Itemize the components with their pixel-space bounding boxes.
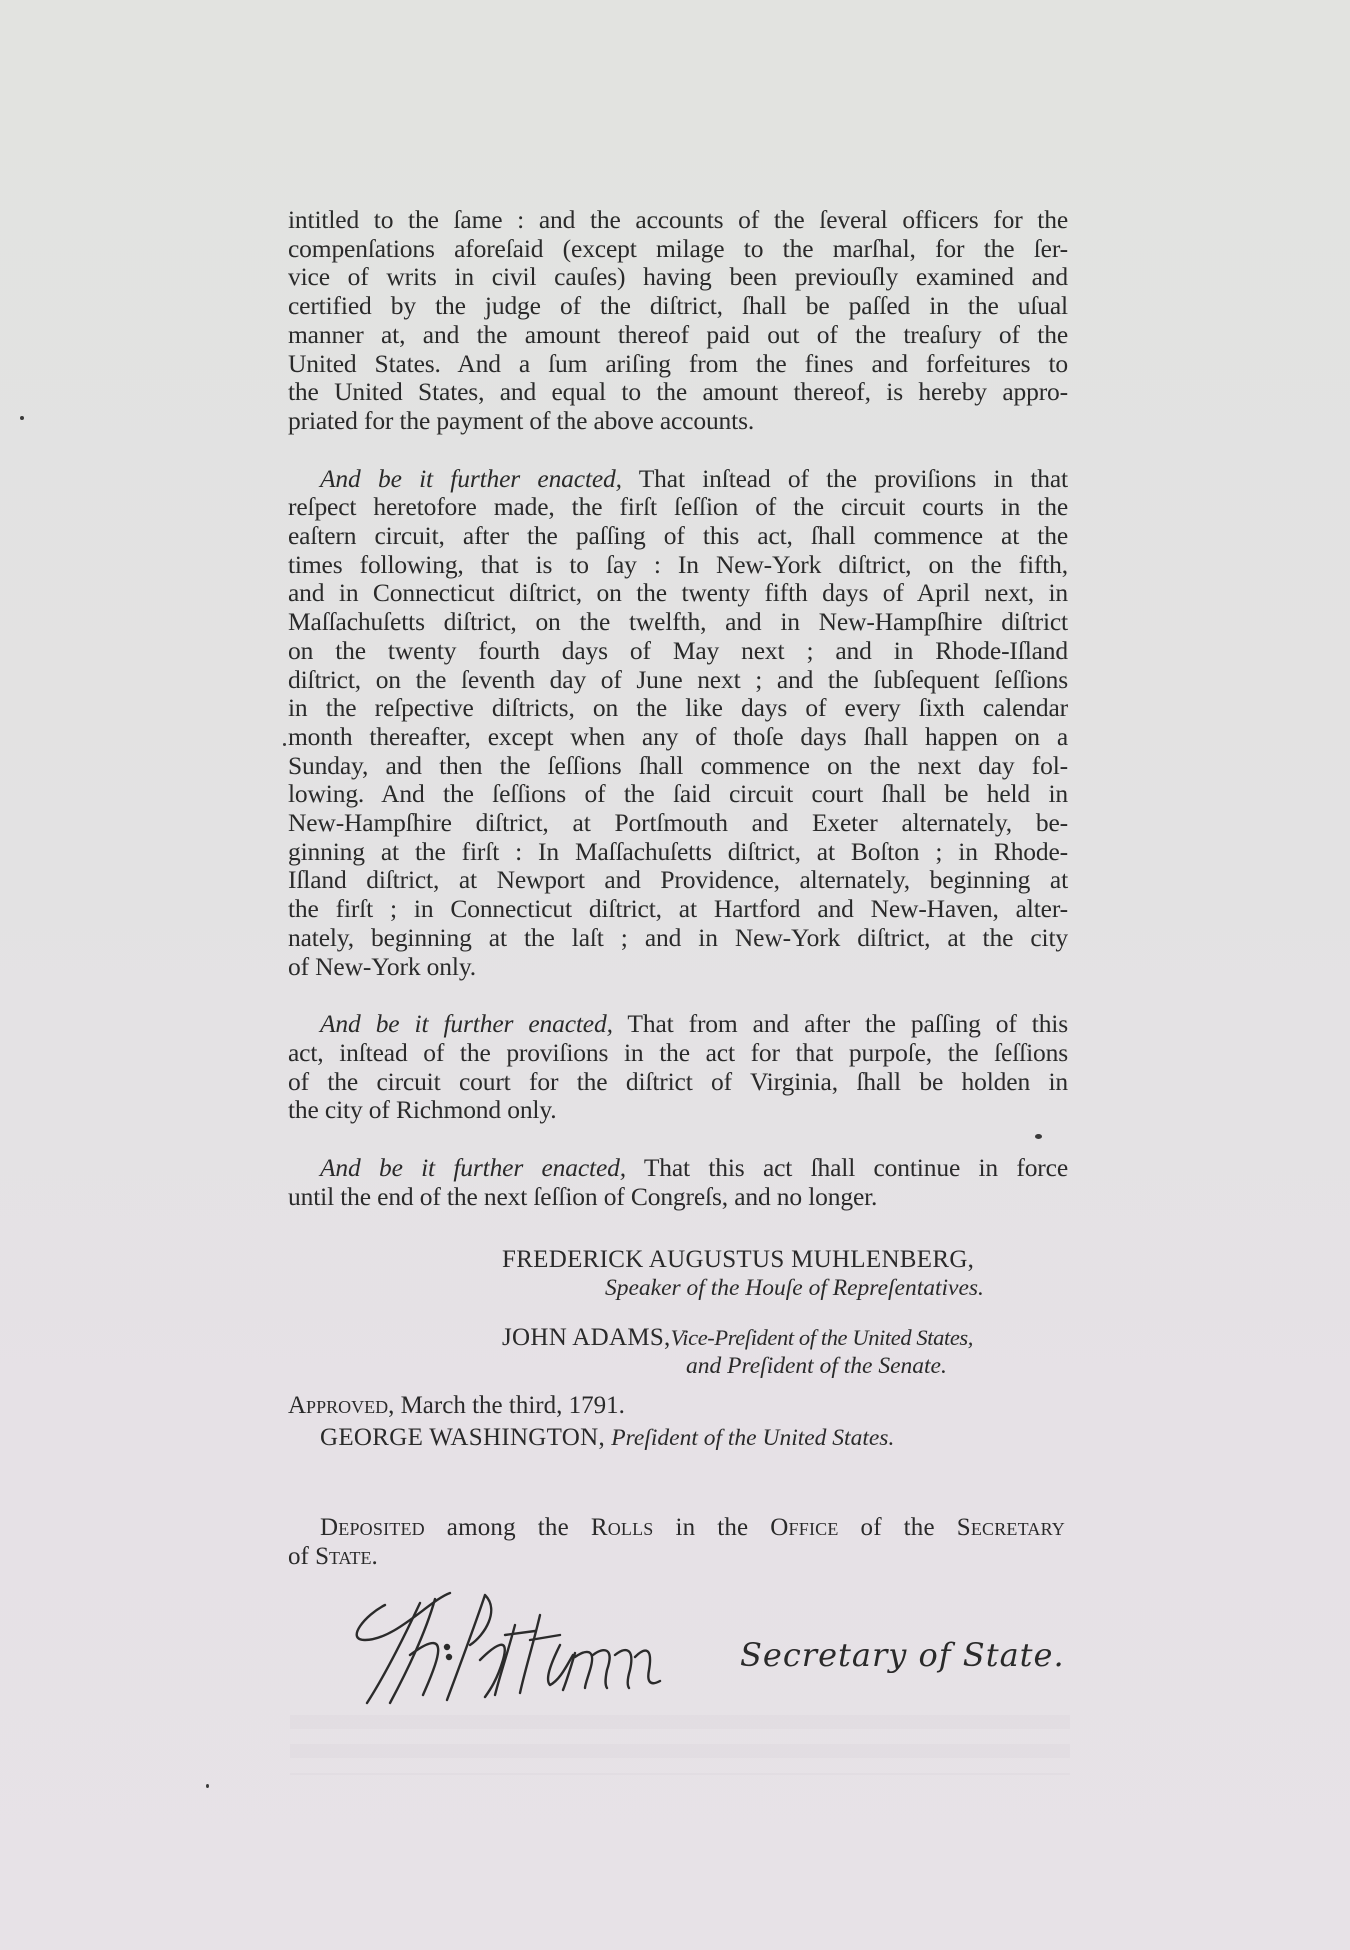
ink-speck bbox=[20, 416, 24, 420]
state-word: State bbox=[315, 1543, 372, 1570]
text-line: vice of writs in civil cauſes) having been previouſly examined and bbox=[288, 262, 1068, 292]
enacting-clause: And be it further enacted, bbox=[320, 463, 622, 493]
vice-president-name: JOHN ADAMS, bbox=[502, 1324, 671, 1351]
text-line: ginning at the firſt : In Maſſachuſetts diſtrict, at Boſton ; in Rhode- bbox=[288, 836, 1068, 866]
text-line: and in Connecticut diſtrict, on the twenty fifth days of April next, in bbox=[288, 578, 1068, 608]
text-line: until the end of the next ſeſſion of Congreſs, and no longer. bbox=[288, 1181, 878, 1211]
paragraph-duration bbox=[288, 1154, 1068, 1211]
text-line: Maſſachuſetts diſtrict, on the twelfth, and in New-Hampſhire diſtrict bbox=[288, 607, 1068, 637]
approval-date: , March the third, 1791. bbox=[388, 1392, 625, 1419]
text-line bbox=[288, 465, 1068, 494]
text-line: intitled to the ſame : and the accounts of the ſeveral officers for the bbox=[288, 205, 1068, 234]
text-line: the firſt ; in Connecticut diſtrict, at Hartford and New-Haven, alter- bbox=[288, 894, 1068, 924]
text-line: on the twenty fourth days of May next ; and in Rhode-Iſland bbox=[288, 635, 1068, 665]
vice-president-signatory bbox=[502, 1323, 973, 1352]
paragraph-eastern-circuit-sessions bbox=[288, 465, 1068, 982]
text-line: of New-York only. bbox=[288, 951, 476, 981]
president-title: Preſident of the United States. bbox=[611, 1425, 895, 1451]
text-line: priated for the payment of the above accounts. bbox=[288, 405, 755, 435]
text-line: United States. And a ſum ariſing from the fines and forfeitures to bbox=[288, 348, 1068, 378]
text-line: act, inſtead of the proviſions in the act for that purpoſe, the ſeſſions bbox=[288, 1037, 1068, 1067]
deposit-note-line2 bbox=[288, 1542, 378, 1571]
text-fragment: among the bbox=[424, 1514, 591, 1541]
text-line bbox=[288, 1010, 1068, 1039]
bleed-through-artifact bbox=[290, 1715, 1070, 1775]
speaker-name: FREDERICK AUGUSTUS MUHLENBERG, bbox=[502, 1246, 975, 1273]
text-fragment: of the bbox=[838, 1514, 957, 1541]
secretary-of-state-label: Secretary of State. bbox=[740, 1636, 1065, 1674]
text-line: Iſland diſtrict, at Newport and Providence, alternately, beginning at bbox=[288, 865, 1068, 895]
deposit-note-line1 bbox=[320, 1513, 1065, 1542]
text-line: in the reſpective diſtricts, on the like days of every ſixth calendar bbox=[288, 693, 1068, 723]
paragraph-compensation-accounts bbox=[288, 206, 1068, 436]
senate-president-title: and Preſident of the Senate. bbox=[686, 1353, 947, 1379]
text-line: times following, that is to ſay : In New-York diſtrict, on the fifth, bbox=[288, 549, 1068, 579]
text-fragment: That inſtead of the proviſions in that bbox=[621, 463, 1068, 493]
text-line: manner at, and the amount thereof paid out of the treaſury of the bbox=[288, 319, 1068, 349]
text-fragment: . bbox=[371, 1543, 378, 1570]
text-fragment: That this act ſhall continue in force bbox=[625, 1153, 1068, 1183]
ink-speck bbox=[206, 1784, 209, 1788]
text-line: compenſations aforeſaid (except milage to the marſhal, for the ſer- bbox=[288, 233, 1068, 263]
text-line: lowing. And the ſeſſions of the ſaid circuit court ſhall be held in bbox=[288, 779, 1068, 809]
president-name: GEORGE WASHINGTON, bbox=[320, 1424, 606, 1451]
office-word: Office bbox=[770, 1514, 839, 1541]
approved-label: Approved bbox=[288, 1392, 389, 1419]
text-line: the United States, and equal to the amount thereof, is hereby appro- bbox=[288, 377, 1068, 407]
enacting-clause: And be it further enacted, bbox=[320, 1153, 626, 1183]
text-line: New-Hampſhire diſtrict, at Portſmouth and Exeter alternately, be- bbox=[288, 808, 1068, 838]
body-text bbox=[288, 206, 1068, 1212]
text-line: diſtrict, on the ſeventh day of June next ; and the ſubſequent ſeſſions bbox=[288, 664, 1068, 694]
text-line: Sunday, and then the ſeſſions ſhall commence on the next day fol- bbox=[288, 750, 1068, 780]
text-line: month thereafter, except when any of thoſe days ſhall happen on a bbox=[288, 721, 1068, 751]
text-fragment: in the bbox=[653, 1514, 771, 1541]
secretary-word: Secretary bbox=[956, 1514, 1065, 1541]
rolls-word: Rolls bbox=[590, 1514, 654, 1541]
ink-speck bbox=[283, 743, 286, 746]
text-line: of the circuit court for the diſtrict of Virginia, ſhall be holden in bbox=[288, 1066, 1068, 1096]
text-line: the city of Richmond only. bbox=[288, 1095, 557, 1125]
speaker-signatory bbox=[502, 1245, 974, 1274]
text-line bbox=[288, 1154, 1068, 1183]
text-line: eaſtern circuit, after the paſſing of this act, ſhall commence at the bbox=[288, 521, 1068, 551]
vice-president-title: Vice-Preſident of the United States, bbox=[670, 1325, 973, 1350]
paragraph-virginia-circuit bbox=[288, 1010, 1068, 1125]
approval-line bbox=[288, 1391, 625, 1420]
jefferson-signature-icon bbox=[335, 1585, 715, 1710]
enacting-clause: And be it further enacted, bbox=[320, 1009, 613, 1039]
text-line: reſpect heretofore made, the firſt ſeſſion of the circuit courts in the bbox=[288, 492, 1068, 522]
text-line: nately, beginning at the laſt ; and in New-York diſtrict, at the city bbox=[288, 922, 1068, 952]
text-fragment: of bbox=[288, 1543, 316, 1570]
ink-speck bbox=[1035, 1134, 1042, 1139]
president-signatory bbox=[320, 1423, 894, 1453]
text-line: certified by the judge of the diſtrict, ſhall be paſſed in the uſual bbox=[288, 291, 1068, 321]
text-fragment: That from and after the paſſing of this bbox=[612, 1009, 1069, 1039]
speaker-title: Speaker of the Houſe of Repreſentatives. bbox=[605, 1275, 984, 1301]
deposited-word: Deposited bbox=[320, 1514, 425, 1541]
